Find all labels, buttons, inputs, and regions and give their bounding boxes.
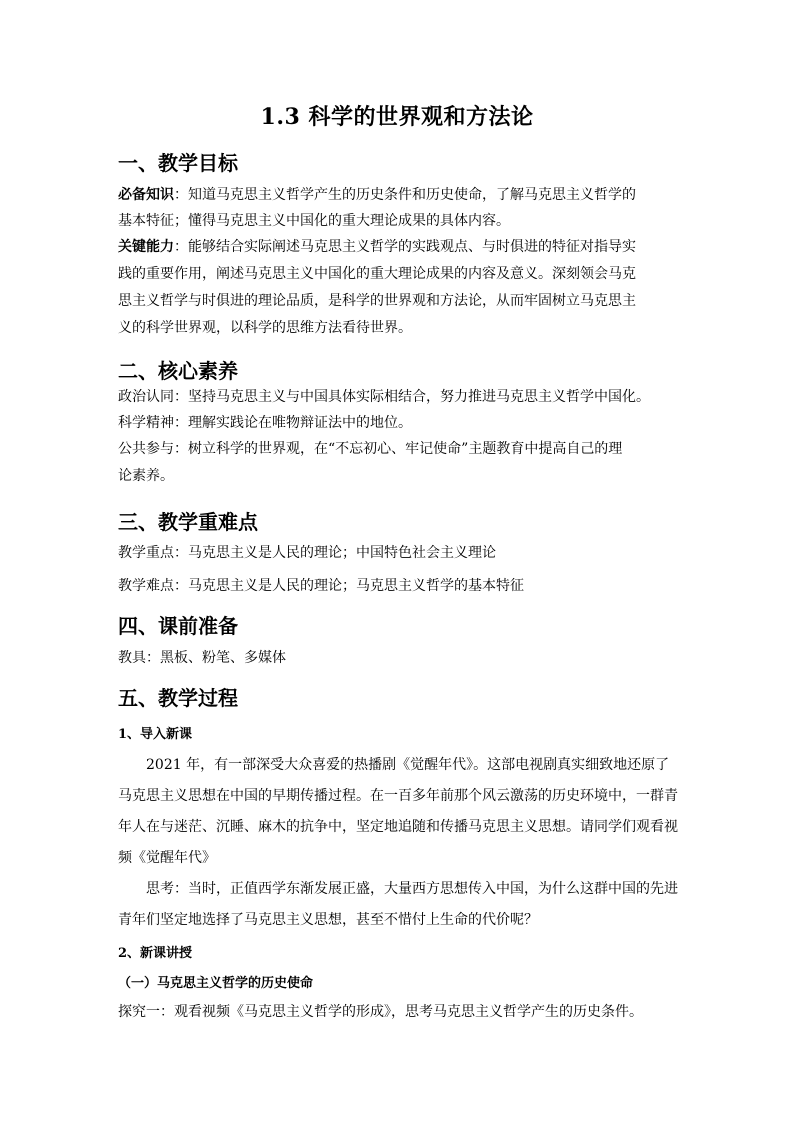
intro-paragraph-line-4: 频《觉醒年代》 (118, 850, 216, 866)
essential-knowledge-line-2: 基本特征；懂得马克思主义中国化的重大理论成果的具体内容。 (118, 213, 510, 229)
section-heading-core-literacy: 二、核心素养 (118, 359, 238, 383)
intro-paragraph-line-3: 年人在与迷茫、沉睡、麻木的抗争中，坚定地追随和传播马克思主义思想。请同学们观看视 (118, 819, 678, 835)
explore-one-line: 探究一：观看视频《马克思主义哲学的形成》，思考马克思主义哲学产生的历史条件。 (118, 1004, 643, 1020)
essential-knowledge-line-1 (118, 185, 636, 205)
think-paragraph-line-2: 青年们坚定地选择了马克思主义思想，甚至不惜付上生命的代价呢？ (118, 912, 538, 928)
subheading-new-lesson: 2、新课讲授 (118, 946, 193, 961)
section-heading-teaching-goals: 一、教学目标 (118, 151, 238, 175)
key-ability-label: 关键能力 (118, 239, 174, 255)
section-heading-key-difficult-points: 三、教学重难点 (118, 510, 258, 534)
key-ability-line-3: 思主义哲学与时俱进的理论品质，是科学的世界观和方法论，从而牢固树立马克思主 (118, 293, 636, 309)
think-paragraph-line-1: 思考：当时，正值西学东渐发展正盛，大量西方思想传入中国，为什么这群中国的先进 (146, 881, 678, 897)
key-ability-line-2: 践的重要作用，阐述马克思主义中国化的重大理论成果的内容及意义。深刻领会马克 (118, 266, 636, 282)
essential-knowledge-text: ：知道马克思主义哲学产生的历史条件和历史使命，了解马克思主义哲学的 (174, 187, 636, 203)
core-literacy-line-4: 论素养。 (118, 468, 174, 484)
preparation-line: 教具：黑板、粉笔、多媒体 (118, 650, 286, 666)
section-heading-preparation: 四、课前准备 (118, 614, 238, 638)
core-literacy-line-2: 科学精神：理解实践论在唯物辩证法中的地位。 (118, 415, 412, 431)
intro-paragraph-line-2: 马克思主义思想在中国的早期传播过程。在一百多年前那个风云激荡的历史环境中，一群青 (118, 788, 678, 804)
key-ability-line-4: 义的科学世界观，以科学的思维方法看待世界。 (118, 320, 412, 336)
core-literacy-line-1: 政治认同：坚持马克思主义与中国具体实际相结合，努力推进马克思主义哲学中国化。 (118, 389, 650, 405)
intro-paragraph-line-1: 2021 年，有一部深受大众喜爱的热播剧《觉醒年代》。这部电视剧真实细致地还原了 (146, 757, 670, 773)
subheading-intro: 1、导入新课 (118, 727, 193, 742)
key-ability-text: ：能够结合实际阐述马克思主义哲学的实践观点、与时俱进的特征对指导实 (174, 239, 636, 255)
section-heading-teaching-process: 五、教学过程 (118, 686, 238, 710)
difficult-point-line: 教学难点：马克思主义是人民的理论；马克思主义哲学的基本特征 (118, 578, 524, 594)
essential-knowledge-label: 必备知识 (118, 187, 174, 203)
key-ability-line-1 (118, 237, 636, 257)
core-literacy-line-3: 公共参与：树立科学的世界观，在“不忘初心、牢记使命”主题教育中提高自己的理 (118, 441, 623, 457)
document-title: 1.3 科学的世界观和方法论 (260, 104, 534, 130)
key-point-line: 教学重点：马克思主义是人民的理论；中国特色社会主义理论 (118, 545, 496, 561)
subheading-historical-mission: （一）马克思主义哲学的历史使命 (118, 976, 314, 991)
